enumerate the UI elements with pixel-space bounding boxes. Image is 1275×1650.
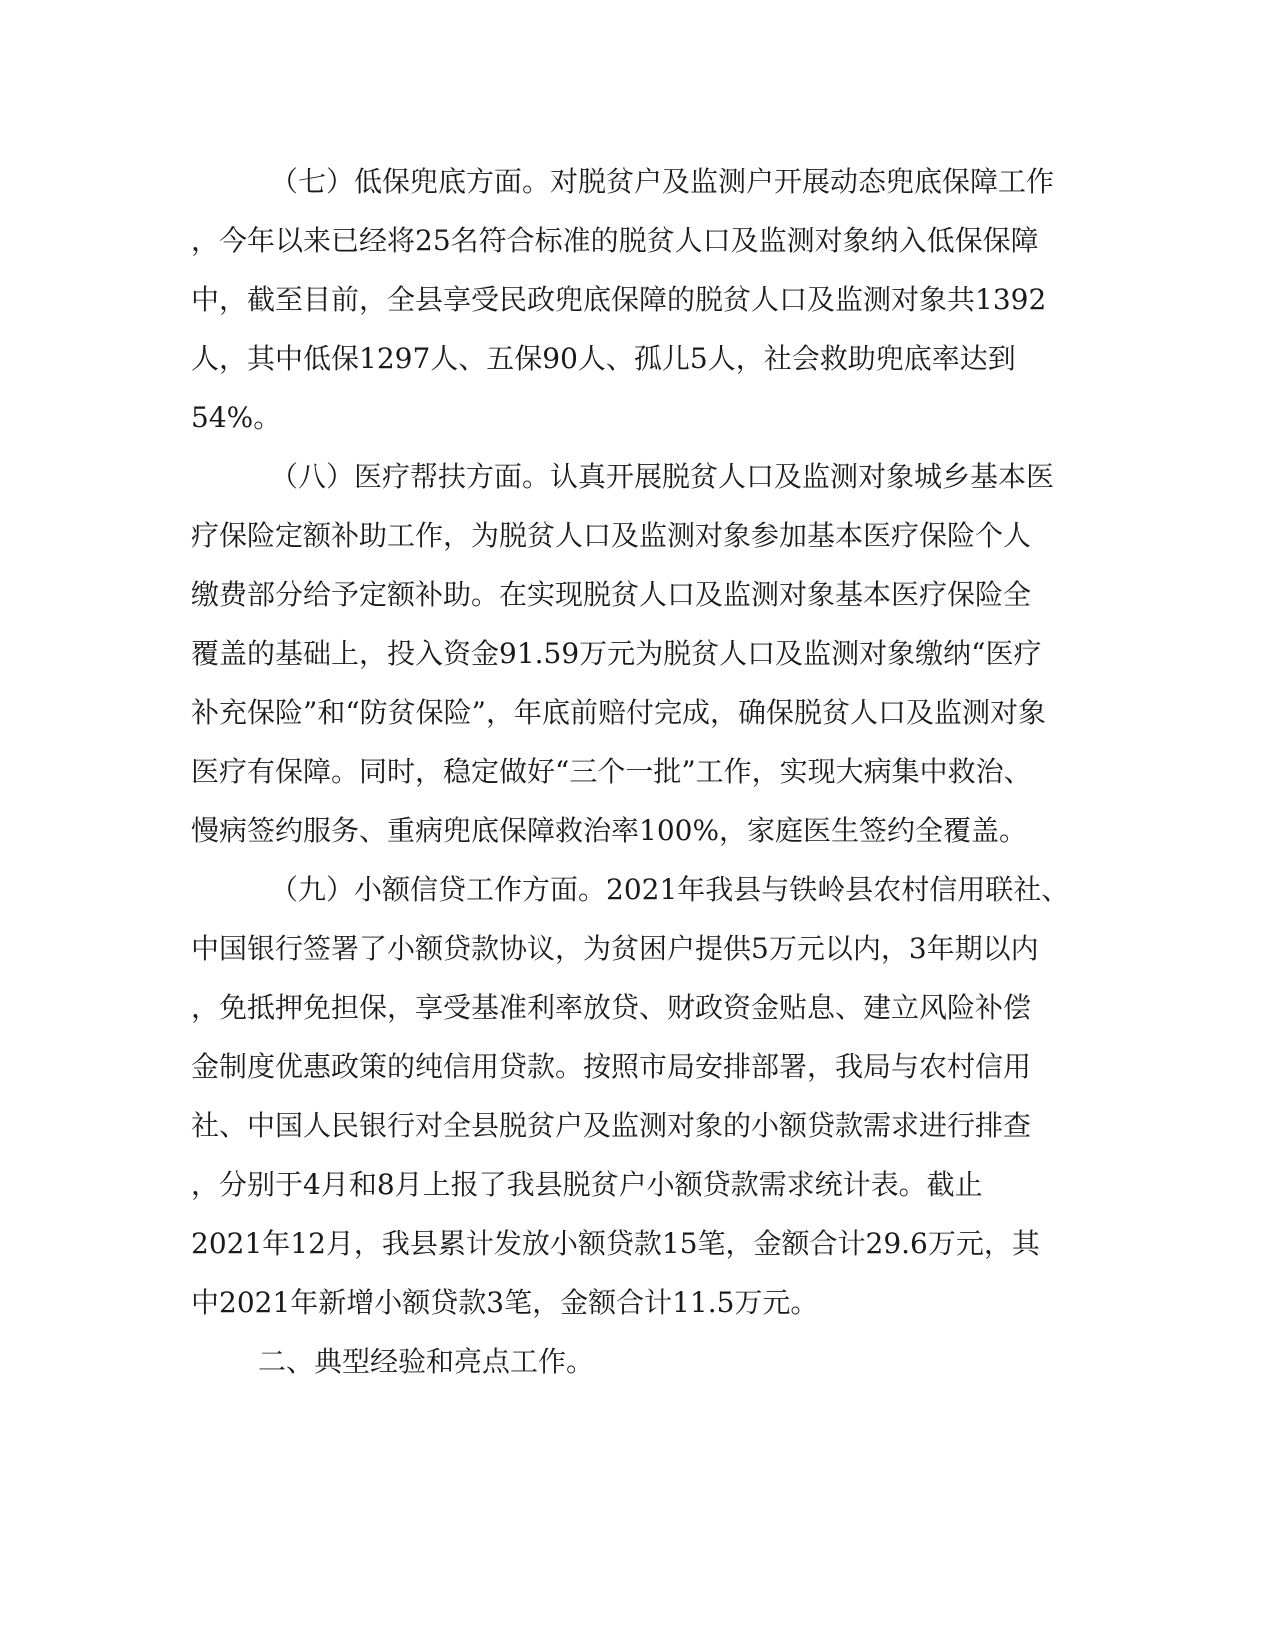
paragraph-9-line-8: 中2021年新增小额贷款3笔，金额合计11.5万元。 [191, 1286, 819, 1319]
paragraph-9-line-7: 2021年12月，我县累计发放小额贷款15笔，金额合计29.6万元，其 [191, 1227, 1040, 1260]
paragraph-9-line-3: ，免抵押免担保，享受基准利率放贷、财政资金贴息、建立风险补偿 [191, 991, 1032, 1024]
paragraph-9-line-2: 中国银行签署了小额贷款协议，为贫困户提供5万元以内，3年期以内 [191, 932, 1039, 965]
paragraph-8-line-1: （八）医疗帮扶方面。认真开展脱贫人口及监测对象城乡基本医 [270, 460, 1055, 493]
paragraph-8-line-5: 补充保险”和“防贫保险”，年底前赔付完成，确保脱贫人口及监测对象 [191, 696, 1046, 729]
paragraph-8-line-7: 慢病签约服务、重病兜底保障救治率100%，家庭医生签约全覆盖。 [191, 814, 1028, 847]
paragraph-7-line-2: ，今年以来已经将25名符合标准的脱贫人口及监测对象纳入低保保障 [191, 224, 1039, 257]
paragraph-7-line-3: 中，截至目前，全县享受民政兜底保障的脱贫人口及监测对象共1392 [191, 283, 1047, 316]
paragraph-9-line-5: 社、中国人民银行对全县脱贫户及监测对象的小额贷款需求进行排查 [191, 1109, 1032, 1142]
paragraph-7-line-5: 54%。 [191, 401, 282, 434]
paragraph-9-line-1: （九）小额信贷工作方面。2021年我县与铁岭县农村信用联社、 [270, 873, 1070, 906]
paragraph-8-line-6: 医疗有保障。同时，稳定做好“三个一批”工作，实现大病集中救治、 [191, 755, 1032, 788]
paragraph-9-line-6: ，分别于4月和8月上报了我县脱贫户小额贷款需求统计表。截止 [191, 1168, 983, 1201]
paragraph-8-line-2: 疗保险定额补助工作，为脱贫人口及监测对象参加基本医疗保险个人 [191, 519, 1032, 552]
paragraph-8-line-3: 缴费部分给予定额补助。在实现脱贫人口及监测对象基本医疗保险全 [191, 578, 1032, 611]
paragraph-9-line-4: 金制度优惠政策的纯信用贷款。按照市局安排部署，我局与农村信用 [191, 1050, 1032, 1083]
section-heading-typical-experience: 二、典型经验和亮点工作。 [258, 1345, 595, 1378]
paragraph-7-line-1: （七）低保兜底方面。对脱贫户及监测户开展动态兜底保障工作 [270, 165, 1055, 198]
paragraph-7-line-4: 人，其中低保1297人、五保90人、孤儿5人，社会救助兜底率达到 [191, 342, 1016, 375]
paragraph-8-line-4: 覆盖的基础上，投入资金91.59万元为脱贫人口及监测对象缴纳“医疗 [191, 637, 1042, 670]
